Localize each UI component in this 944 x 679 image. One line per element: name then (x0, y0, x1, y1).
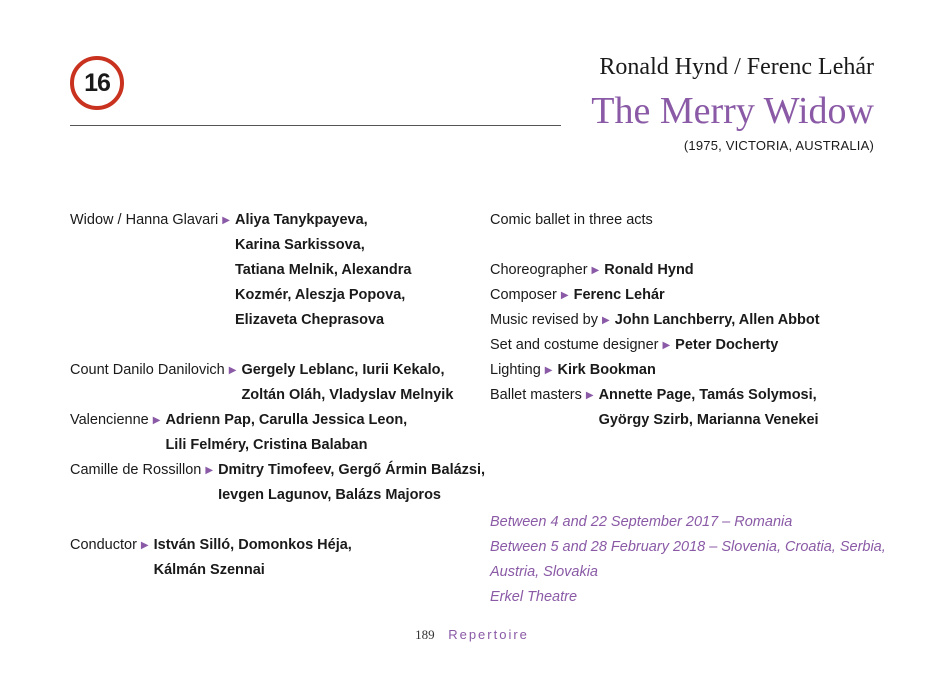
cast-column (70, 208, 486, 583)
credit-value: Ronald Hynd (604, 262, 694, 278)
cast-name-line: Zoltán Oláh, Vladyslav Melnyik (241, 387, 454, 403)
arrow-icon: ▶ (544, 365, 553, 376)
credit-entry (490, 358, 890, 383)
page-title: The Merry Widow (591, 90, 874, 132)
role-label: Widow / Hanna Glavari (70, 212, 219, 228)
credit-entry (490, 308, 890, 333)
performance-dates (490, 510, 886, 610)
cast-name-line: Tatiana Melnik, Alexandra (234, 262, 412, 278)
cast-name-line: Aliya Tanykpayeva, (234, 212, 368, 228)
arrow-icon: ▶ (152, 415, 161, 426)
credit-label: Ballet masters (490, 387, 582, 403)
conductor-entry (70, 533, 470, 583)
cast-name-line: Karina Sarkissova, (234, 237, 365, 253)
credit-value: Ferenc Lehár (573, 287, 665, 303)
credit-label: Lighting (490, 362, 541, 378)
conductor-names (154, 533, 352, 583)
arrow-icon: ▶ (228, 365, 237, 376)
cast-name-line: Kozmér, Aleszja Popova, (234, 287, 406, 303)
credit-label: Choreographer (490, 262, 588, 278)
arrow-icon: ▶ (662, 340, 671, 351)
role-label: Camille de Rossillon (70, 462, 202, 478)
arrow-icon: ▶ (205, 465, 214, 476)
authors-line: Ronald Hynd / Ferenc Lehár (599, 54, 874, 80)
credit-value: Kirk Bookman (557, 362, 656, 378)
premiere-subtitle: (1975, VICTORIA, AUSTRALIA) (683, 138, 874, 153)
credits-column (490, 208, 890, 433)
section-name: Repertoire (448, 627, 529, 642)
arrow-icon: ▶ (601, 315, 610, 326)
cast-name-line: Kálmán Szennai (153, 562, 265, 578)
credit-value: Annette Page, Tamás Solymosi, (598, 387, 817, 403)
credit-value: John Lanchberry, Allen Abbot (614, 312, 820, 328)
arrow-icon: ▶ (140, 540, 149, 551)
cast-name-line: Lili Felméry, Cristina Balaban (165, 437, 368, 453)
cast-name-line: Adrienn Pap, Carulla Jessica Leon, (165, 412, 408, 428)
credit-label: Music revised by (490, 312, 598, 328)
cast-entry-widow (70, 208, 470, 333)
title-divider (70, 125, 561, 126)
role-label: Conductor (70, 537, 137, 553)
age-rating-value: 16 (84, 68, 110, 97)
page-footer (0, 627, 944, 643)
cast-entry-valencienne (70, 408, 470, 458)
role-label: Count Danilo Danilovich (70, 362, 225, 378)
date-line: Between 5 and 28 February 2018 – Slovenia, Croatia, Serbia, (490, 539, 886, 555)
credit-entry (490, 283, 890, 308)
credit-entry (490, 383, 890, 433)
cast-name-line: Dmitry Timofeev, Gergő Ármin Balázsi, (218, 462, 486, 478)
arrow-icon: ▶ (560, 290, 569, 301)
cast-name-line: István Silló, Domonkos Héja, (153, 537, 352, 553)
credit-entry (490, 258, 890, 283)
credit-value: György Szirb, Marianna Venekei (598, 412, 819, 428)
page-number: 189 (415, 627, 435, 642)
cast-names (241, 358, 453, 408)
age-rating-badge (70, 56, 124, 110)
credit-label: Composer (490, 287, 557, 303)
arrow-icon: ▶ (591, 265, 600, 276)
arrow-icon: ▶ (585, 390, 594, 401)
cast-names (235, 208, 411, 333)
cast-name-line: Elizaveta Cheprasova (234, 312, 385, 328)
date-line: Between 4 and 22 September 2017 – Romania (490, 514, 793, 530)
role-label: Valencienne (70, 412, 149, 428)
cast-names (218, 458, 485, 508)
cast-entry-danilo (70, 358, 470, 408)
arrow-icon: ▶ (222, 215, 230, 226)
credit-entry (490, 333, 890, 358)
venue-line: Erkel Theatre (490, 589, 578, 605)
credit-value: Peter Docherty (675, 337, 779, 353)
credit-label: Set and costume designer (490, 337, 659, 353)
ballet-description: Comic ballet in three acts (490, 212, 653, 228)
cast-entry-camille (70, 458, 486, 508)
cast-name-line: Gergely Leblanc, Iurii Kekalo, (241, 362, 445, 378)
cast-names (165, 408, 407, 458)
cast-name-line: Ievgen Lagunov, Balázs Majoros (218, 487, 441, 503)
date-line: Austria, Slovakia (490, 564, 598, 580)
